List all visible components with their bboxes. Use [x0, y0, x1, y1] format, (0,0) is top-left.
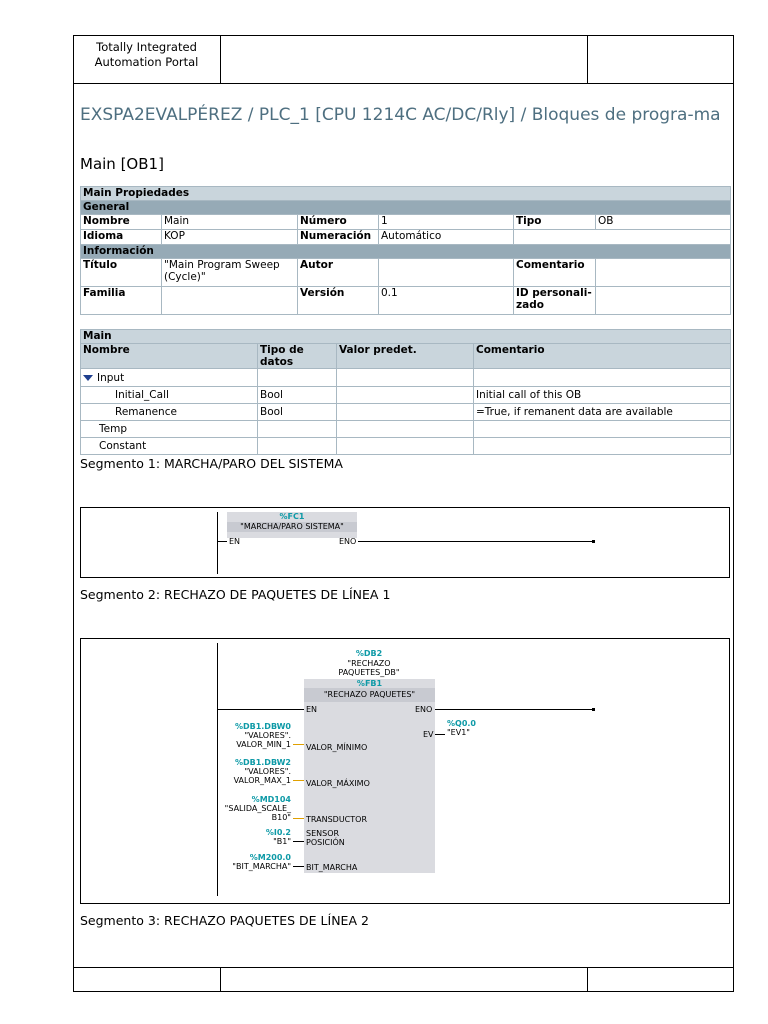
table-row — [81, 438, 731, 455]
in1-address: %DB1.DBW0 — [234, 722, 291, 731]
idioma-label: Idioma — [81, 230, 162, 245]
table-row — [81, 369, 731, 387]
nombre-value: Main — [162, 215, 298, 230]
numeracion-label: Numeración — [298, 230, 379, 245]
segment-1-title: Segmento 1: MARCHA/PARO DEL SISTEMA — [80, 456, 343, 471]
in3-name-1: "SALIDA_SCALE_ — [224, 804, 291, 813]
comentario-value — [596, 259, 731, 287]
row-comment: =True, if remanent data are available — [474, 404, 731, 421]
familia-label: Familia — [81, 287, 162, 315]
properties-table — [80, 186, 731, 315]
table-row — [81, 421, 731, 438]
in3-wire — [293, 818, 304, 819]
row-comment — [474, 421, 731, 438]
in4-pin-2: POSICIÓN — [306, 838, 345, 847]
block-title: Main [OB1] — [80, 155, 164, 173]
col-header-valor: Valor predet. — [337, 344, 474, 369]
footer-divider — [220, 967, 221, 992]
brand-line-1: Totally Integrated — [96, 40, 197, 54]
in1-wire — [293, 744, 304, 745]
empty-cell — [514, 230, 731, 245]
properties-section-header: Main Propiedades — [81, 187, 731, 201]
in1-pin: VALOR_MÍNIMO — [306, 743, 368, 752]
power-rail — [217, 512, 218, 574]
fc1-eno-pin: ENO — [339, 537, 357, 546]
eno-wire — [358, 541, 593, 542]
fb1-ev-pin: EV — [423, 730, 434, 739]
row-comment: Initial call of this OB — [474, 387, 731, 404]
expand-arrow-icon[interactable] — [83, 375, 93, 381]
row-default — [337, 387, 474, 404]
info-section-header: Información — [81, 245, 731, 259]
network-1 — [80, 507, 730, 578]
row-name: Constant — [81, 438, 258, 455]
wire-end-dot — [592, 540, 595, 543]
row-type — [258, 421, 337, 438]
brand-line-2: Automation Portal — [94, 55, 199, 69]
autor-value — [379, 259, 514, 287]
titulo-value: "Main Program Sweep (Cycle)" — [162, 259, 298, 287]
numero-value: 1 — [379, 215, 514, 230]
row-default — [337, 404, 474, 421]
in2-name-2: VALOR_MAX_1 — [233, 776, 291, 785]
fc1-name: "MARCHA/PARO SISTEMA" — [240, 522, 344, 531]
idpers-value — [596, 287, 731, 315]
en-wire — [217, 541, 227, 542]
row-comment — [474, 438, 731, 455]
in5-address: %M200.0 — [249, 853, 291, 862]
fb1-eno-pin: ENO — [415, 705, 433, 714]
in3-address: %MD104 — [251, 795, 291, 804]
wire-end-dot — [592, 708, 595, 711]
tipo-label: Tipo — [514, 215, 596, 230]
q00-address: %Q0.0 — [447, 719, 476, 728]
in5-pin: BIT_MARCHA — [306, 863, 358, 872]
numeracion-value: Automático — [379, 230, 514, 245]
db2-name-1: "RECHAZO — [347, 659, 391, 668]
segment-2-title: Segmento 2: RECHAZO DE PAQUETES DE LÍNEA 1 — [80, 587, 391, 602]
in2-pin: VALOR_MÁXIMO — [306, 779, 370, 788]
in2-address: %DB1.DBW2 — [234, 758, 291, 767]
footer-divider — [73, 967, 734, 968]
fb1-address: %FB1 — [356, 679, 383, 688]
eno-wire — [435, 709, 593, 710]
en-wire — [217, 709, 304, 710]
interface-section-header: Main — [81, 330, 731, 344]
in3-pin: TRANSDUCTOR — [306, 815, 367, 824]
header-divider — [220, 35, 221, 84]
row-default — [337, 438, 474, 455]
row-type: Bool — [258, 387, 337, 404]
col-header-tipo: Tipo de datos — [258, 344, 337, 369]
col-header-comentario: Comentario — [474, 344, 731, 369]
version-value: 0.1 — [379, 287, 514, 315]
fb1-name: "RECHAZO PAQUETES" — [323, 690, 416, 699]
db2-name-2: PAQUETES_DB" — [338, 668, 400, 677]
row-name: Remanence — [81, 404, 258, 421]
footer-divider — [587, 967, 588, 992]
fc1-en-pin: EN — [229, 537, 241, 546]
in1-name-1: "VALORES". — [244, 731, 291, 740]
idpers-label: ID personali-zado — [514, 287, 596, 315]
ev-wire — [435, 734, 445, 735]
fb1-en-pin: EN — [306, 705, 318, 714]
numero-label: Número — [298, 215, 379, 230]
in5-name-1: "BIT_MARCHA" — [232, 862, 291, 871]
in4-wire — [293, 841, 304, 842]
tipo-value: OB — [596, 215, 731, 230]
network-2 — [80, 638, 730, 904]
in4-pin-1: SENSOR — [306, 829, 340, 838]
header-divider — [587, 35, 588, 84]
in4-name-1: "B1" — [273, 837, 291, 846]
autor-label: Autor — [298, 259, 379, 287]
table-row — [81, 387, 731, 404]
version-label: Versión — [298, 287, 379, 315]
fc1-address: %FC1 — [279, 512, 305, 521]
in2-name-1: "VALORES". — [244, 767, 291, 776]
in5-wire — [293, 866, 304, 867]
titulo-label: Título — [81, 259, 162, 287]
row-type — [258, 438, 337, 455]
document-title: EXSPA2EVALPÉREZ / PLC_1 [CPU 1214C AC/DC/Rly] / Bloques de progra-ma — [80, 105, 721, 125]
row-name: Temp — [81, 421, 258, 438]
row-name: Input — [97, 371, 125, 384]
db2-address: %DB2 — [355, 649, 383, 658]
col-header-nombre: Nombre — [81, 344, 258, 369]
row-type — [258, 369, 337, 387]
brand-label — [73, 40, 220, 70]
general-section-header: General — [81, 201, 731, 215]
familia-value — [162, 287, 298, 315]
nombre-label: Nombre — [81, 215, 162, 230]
q00-name: "EV1" — [447, 728, 470, 737]
idioma-value: KOP — [162, 230, 298, 245]
in1-name-2: VALOR_MIN_1 — [236, 740, 291, 749]
row-default — [337, 421, 474, 438]
row-comment — [474, 369, 731, 387]
row-name: Initial_Call — [81, 387, 258, 404]
row-default — [337, 369, 474, 387]
table-row — [81, 404, 731, 421]
in4-address: %I0.2 — [265, 828, 291, 837]
segment-3-title: Segmento 3: RECHAZO PAQUETES DE LÍNEA 2 — [80, 913, 369, 928]
row-type: Bool — [258, 404, 337, 421]
interface-table — [80, 329, 731, 455]
comentario-label: Comentario — [514, 259, 596, 287]
in3-name-2: B10" — [271, 813, 291, 822]
in2-wire — [293, 780, 304, 781]
